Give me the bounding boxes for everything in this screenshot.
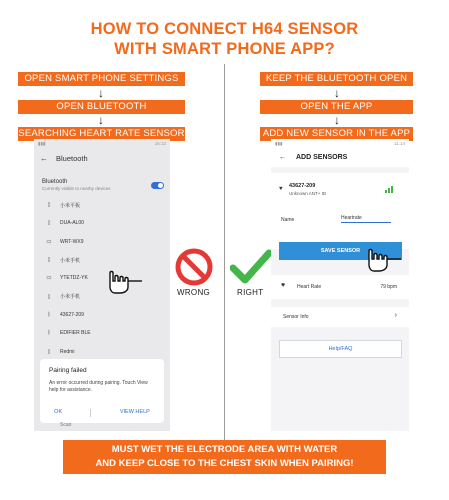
dialog-title: Pairing failed xyxy=(49,367,87,374)
list-item[interactable]: ▯ 小米平板 xyxy=(44,196,162,214)
arrow-down-icon: ↓ xyxy=(334,113,340,127)
save-sensor-button[interactable]: SAVE SENSOR xyxy=(279,242,402,260)
sensor-info-label: Sensor Info xyxy=(283,314,309,320)
phone-icon: ▯ xyxy=(47,293,51,300)
pointing-hand-icon xyxy=(365,243,405,273)
wrong-label: WRONG xyxy=(177,288,211,297)
list-item[interactable]: ▯ Redmi xyxy=(44,342,162,360)
sensor-card xyxy=(271,173,409,249)
sensor-id: 43627-209 xyxy=(289,183,316,189)
phone-icon: ▯ xyxy=(47,348,51,355)
signal-strength-icon xyxy=(385,185,395,193)
arrow-down-icon: ↓ xyxy=(334,86,340,100)
right-step-2: OPEN THE APP xyxy=(260,100,413,114)
bluetooth-icon: ᛒ xyxy=(47,311,51,318)
list-item[interactable]: ▯ 小米手机 xyxy=(44,287,162,305)
left-step-3: SEARCHING HEART RATE SENSOR xyxy=(18,128,185,139)
heart-icon: ♥ xyxy=(281,282,286,289)
status-time: 11:14 xyxy=(394,141,405,146)
screen-title: ADD SENSORS xyxy=(296,154,348,161)
right-step-3: ADD NEW SENSOR IN THE APP xyxy=(260,127,413,141)
warning-line-2: AND KEEP CLOSE TO THE CHEST SKIN WHEN PAIRING! xyxy=(95,458,354,469)
warning-banner xyxy=(63,440,386,474)
help-faq-button[interactable]: Help/FAQ xyxy=(279,340,402,358)
warning-line-1: MUST WET THE ELECTRODE AREA WITH WATER xyxy=(111,444,338,455)
laptop-icon: ▭ xyxy=(46,275,52,282)
bluetooth-toggle-row[interactable] xyxy=(42,179,164,191)
page-title-line2: WITH SMART PHONE APP? xyxy=(114,40,335,58)
left-step-2: OPEN BLUETOOTH xyxy=(18,100,185,114)
right-label: RIGHT xyxy=(237,288,264,297)
arrow-down-icon: ↓ xyxy=(98,86,104,100)
checkmark-icon xyxy=(230,248,272,286)
bluetooth-icon: ᛒ xyxy=(47,330,51,337)
signal-icon: ▮▮▮ xyxy=(38,141,46,146)
status-bar xyxy=(34,139,170,148)
signal-icon: ▮▮▮ xyxy=(275,141,283,146)
bluetooth-label: Bluetooth xyxy=(42,179,68,185)
phone-icon: ▯ xyxy=(47,257,51,264)
phone-icon: ▯ xyxy=(47,202,51,209)
arrow-down-icon: ↓ xyxy=(98,113,104,127)
list-item[interactable]: ▯ 小米手机 xyxy=(44,251,162,269)
name-label: Name xyxy=(281,217,295,223)
bluetooth-subtitle: Currently visible to nearby devices xyxy=(42,186,111,191)
scan-hint: Scan xyxy=(60,422,72,428)
pairing-failed-dialog xyxy=(40,359,164,423)
sensor-info-row[interactable] xyxy=(271,307,409,327)
dialog-message: An error occurred during pairing. Touch View help for assistance. xyxy=(49,380,148,393)
left-step-1: OPEN SMART PHONE SETTINGS xyxy=(18,72,185,86)
heart-rate-value: 79 bpm xyxy=(380,284,397,290)
list-item[interactable]: ▭ YTETDZ-YK xyxy=(44,269,162,287)
back-arrow-icon[interactable]: ← xyxy=(40,154,48,163)
heart-rate-label: Heart Rate xyxy=(297,284,322,290)
right-phone-screenshot xyxy=(271,139,409,431)
left-phone-screenshot xyxy=(34,139,170,431)
bluetooth-toggle[interactable] xyxy=(151,182,164,189)
list-item[interactable]: ᛒ EDIFIER BLE xyxy=(44,324,162,342)
name-input[interactable]: Heartrate xyxy=(341,215,391,223)
center-divider xyxy=(224,64,225,440)
sensor-type: Unknown ANT+ ID xyxy=(289,191,327,196)
button-separator xyxy=(90,409,91,417)
status-time: 16:12 xyxy=(154,141,166,146)
page-title-line1: HOW TO CONNECT H64 SENSOR xyxy=(90,20,359,38)
prohibited-icon xyxy=(174,247,214,287)
chevron-right-icon: › xyxy=(394,312,397,319)
heart-rate-row xyxy=(271,275,409,299)
status-bar xyxy=(271,139,409,148)
list-item[interactable]: ▭ WRT-WX9 xyxy=(44,233,162,251)
heart-icon: ♥ xyxy=(279,186,283,192)
right-step-1: KEEP THE BLUETOOTH OPEN xyxy=(260,72,413,86)
list-item[interactable]: ᛒ 43627-209 xyxy=(44,306,162,324)
back-arrow-icon[interactable]: ← xyxy=(279,154,286,161)
ok-button[interactable]: OK xyxy=(54,409,63,415)
view-help-button[interactable]: VIEW HELP xyxy=(119,409,150,415)
screen-title: Bluetooth xyxy=(56,154,88,163)
list-item[interactable]: ▯ DUA-AL00 xyxy=(44,214,162,232)
laptop-icon: ▭ xyxy=(46,238,52,245)
phone-icon: ▯ xyxy=(47,220,51,227)
pointing-hand-icon xyxy=(106,265,146,295)
